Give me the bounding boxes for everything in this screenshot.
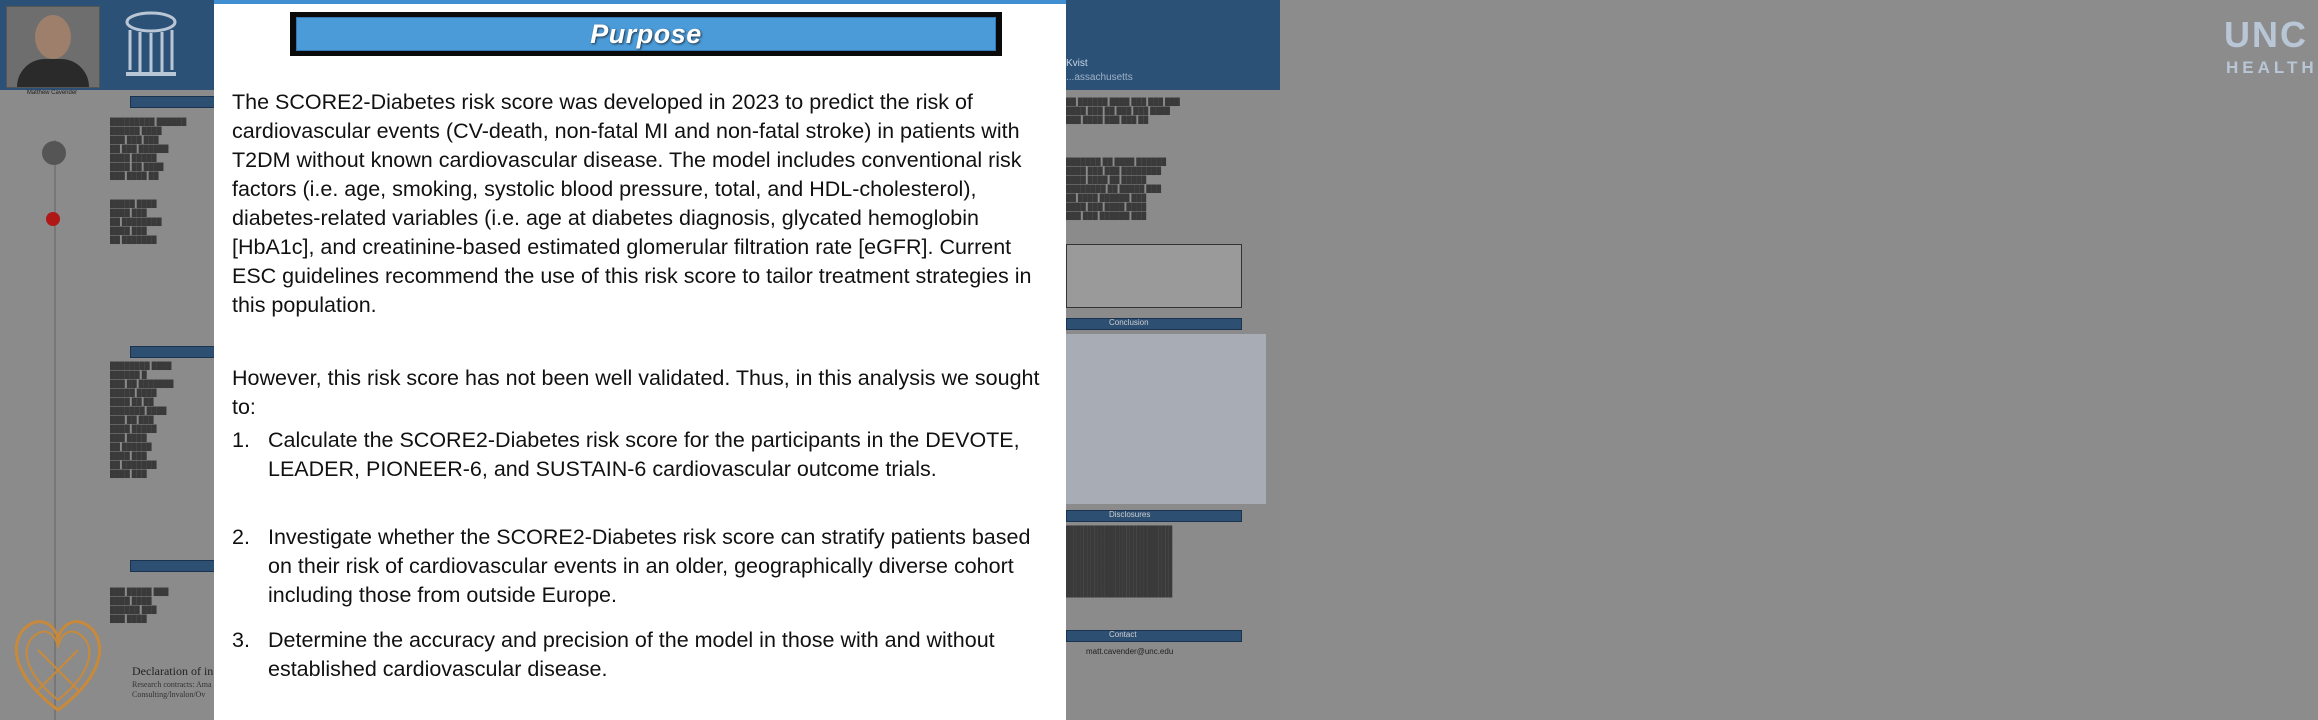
- title-bar: [290, 12, 1002, 56]
- ghost-table: [1066, 244, 1242, 308]
- ghost-text-block: █████ ████ ████ ███ ██ ████████ ████ ███ ██ ███████: [110, 201, 162, 244]
- section-label: Contact: [1109, 630, 1137, 639]
- section-label: Conclusion: [1109, 318, 1149, 327]
- poster-right-column: [1066, 0, 2318, 720]
- presenter-name: Matthew Cavender: [26, 90, 78, 96]
- ghost-section-header: [1066, 318, 1242, 330]
- timeline-marker: [46, 212, 60, 226]
- ghost-text-block: ███████ ██ ████ ██████ ████ ███ ███ ████████ ████ ████ ██ █████ ████████ ██ █████ ███ ██ ████ ██████ ███ ████ ███ ████ ████ ███ ███ ██████ ███: [1066, 159, 1167, 220]
- ghost-section-header: [130, 346, 216, 358]
- ghost-text-block: ██████████████████████████████ ██████████████████████████████ ██████████████████████████████ ██████████████████████████████ ██████████████████████████████ ██████████████████████████████ ██████████████████████████████ ██████████████████████████████ ██████████████████████████████ ██████████████████████████████ ██████████████████████████████ ██████████████████████████████: [1066, 526, 1173, 598]
- ghost-text-block: █████████ ██████ ██████ ████ ███ ███ ███ ██ ███ ██████ ████ █████ ████ ██ ████ ███ ████ ██: [110, 119, 187, 180]
- author-fragment: Kvist: [1066, 58, 1088, 69]
- list-item-text: Investigate whether the SCORE2-Diabetes risk score can stratify patients based on their risk of cardiovascular events in an older, geographically diverse cohort including those from outside Europe.: [268, 525, 1031, 607]
- contact-email: matt.cavender@unc.edu: [1086, 647, 1174, 656]
- list-item-text: Calculate the SCORE2-Diabetes risk score for the participants in the DEVOTE, LEADER, PIONEER-6, and SUSTAIN-6 cardiovascular outcome trials.: [268, 428, 1020, 481]
- affiliation-fragment: ...assachusetts: [1066, 72, 1133, 83]
- list-item-text: Determine the accuracy and precision of the model in those with and without established cardiovascular disease.: [268, 628, 995, 681]
- heart-knot-icon: [8, 610, 108, 715]
- presenter-photo: [6, 6, 100, 88]
- ghost-section-header: [130, 560, 216, 572]
- brand-logo-subtext: HEALTH: [2226, 58, 2318, 77]
- poster-left-column: [0, 0, 214, 720]
- brand-logo-text: UNC: [2224, 14, 2308, 55]
- ghost-section-header: [130, 96, 216, 108]
- old-well-icon: [122, 8, 180, 80]
- conclusion-box: [1066, 334, 1266, 504]
- declaration-line: Research contracts: Ama: [132, 680, 212, 689]
- ghost-text-block: ████████ ████ ██████ █ ███ ██ ███████ █████ ████ ████ ██ ██ ███████ ████ ███ ██ ███ ████ █████ ███ ████ ██ ██████ ████ ███ ██ ███████ ████ ███: [110, 363, 174, 478]
- declaration-text: [132, 680, 212, 700]
- ghost-text-block: ███ █████ ███ ████ ████ ██████ ███ ███ ████: [110, 589, 169, 623]
- ghost-text-block: ██ ██████ ████ ███ ███ ███ ████ ███ ██ ███ ███ ████ ███ ████ ███ ███ ██: [1066, 99, 1180, 124]
- presenter-shoulders: [17, 59, 89, 87]
- title-bar-inner: [296, 17, 996, 51]
- slide-title: Purpose: [590, 18, 702, 49]
- timeline-dot: [42, 141, 66, 165]
- list-item-number: 1.: [232, 428, 250, 452]
- ghost-section-header: [1066, 510, 1242, 522]
- list-item-number: 3.: [232, 628, 250, 652]
- purpose-paragraph: [232, 88, 1058, 320]
- paragraph-text: However, this risk score has not been well validated. Thus, in this analysis we sought to:: [232, 365, 1040, 419]
- declaration-title: Declaration of in: [132, 664, 214, 678]
- ghost-section-header: [1066, 630, 1242, 642]
- paragraph-text: The SCORE2-Diabetes risk score was developed in 2023 to predict the risk of cardiovascular events (CV-death, non-fatal MI and non-fatal stroke) in patients with T2DM without known cardiovascular disease. The model includes conventional risk factors (i.e. age, smoking, systolic blood pressure, total, and HDL-cholesterol), diabetes-related variables (i.e. age at diabetes diagnosis, glycated hemoglobin [HbA1c], and creatinine-based estimated glomerular filtration rate [eGFR]. Current ESC guidelines recommend the use of this risk score to tailor treatment strategies in this population.: [232, 90, 1032, 317]
- slide-accent-line: [214, 0, 1066, 4]
- section-label: Disclosures: [1109, 510, 1151, 519]
- declaration-line: Consulting/lnvalon/Ov: [132, 690, 206, 699]
- presenter-head: [35, 15, 71, 59]
- list-item-number: 2.: [232, 525, 250, 549]
